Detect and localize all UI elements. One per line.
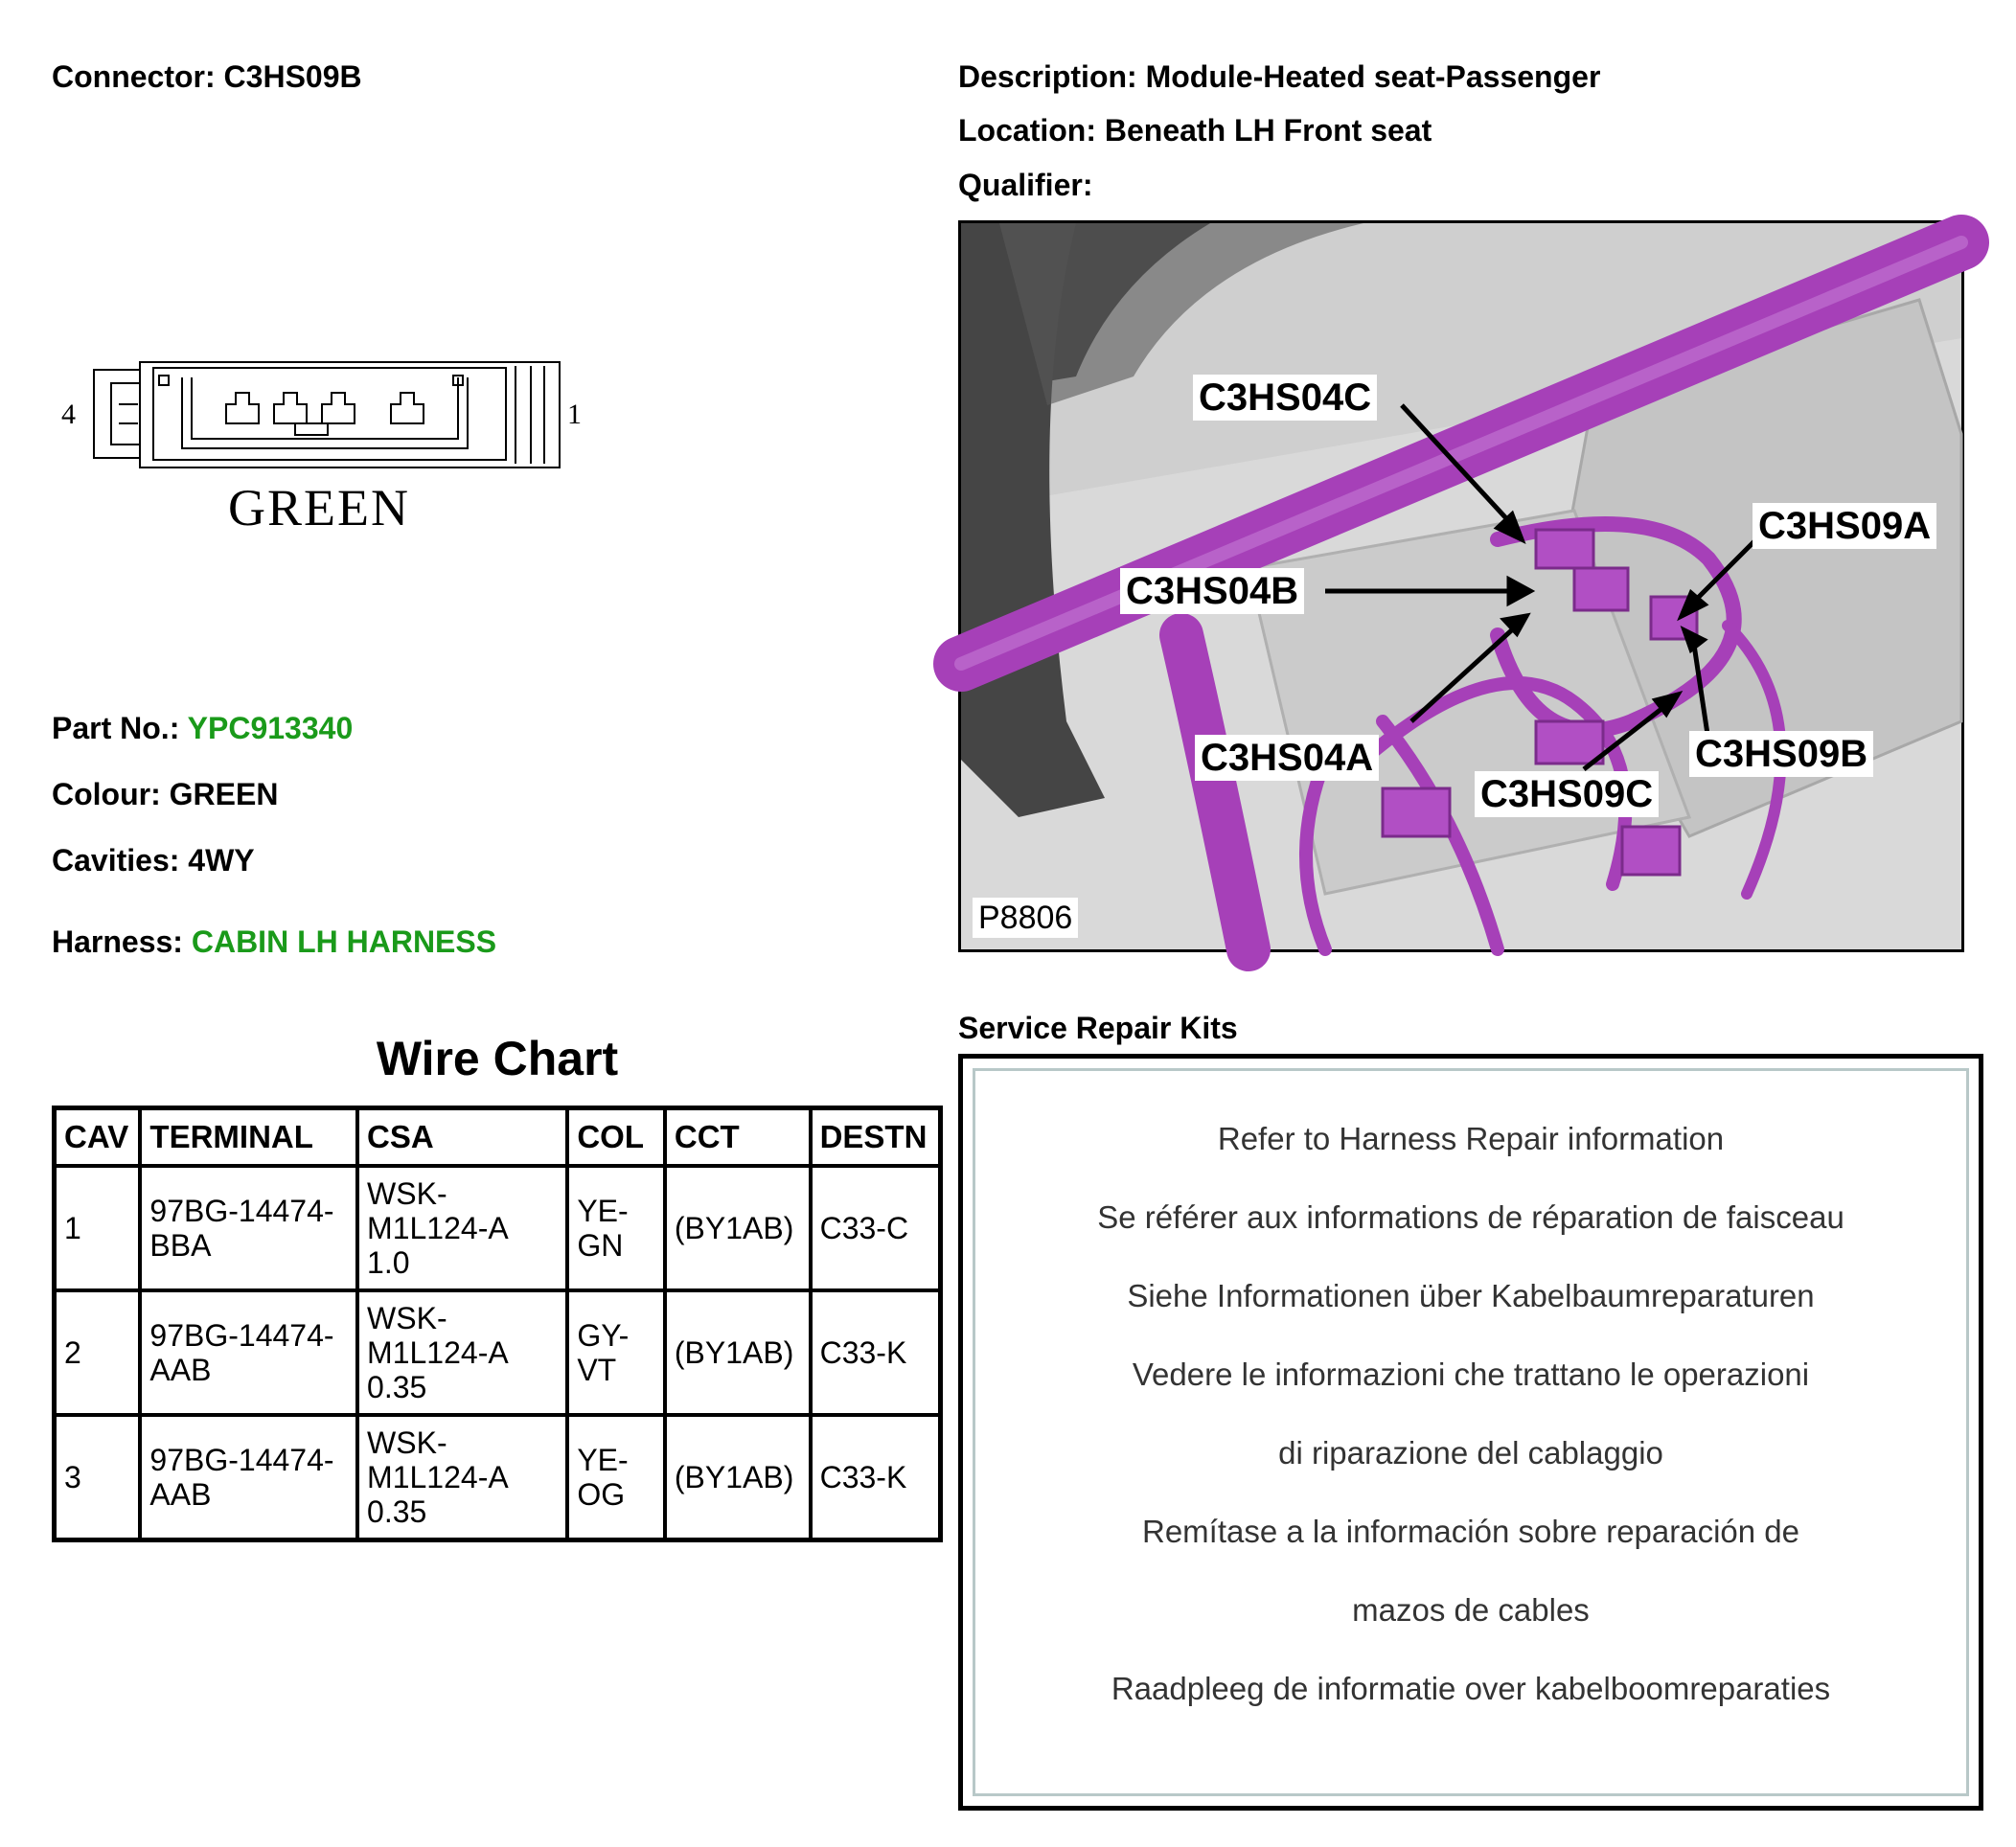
colour-value: GREEN bbox=[169, 777, 279, 811]
cavities-field bbox=[52, 843, 255, 878]
connector-label: Connector: bbox=[52, 59, 216, 94]
terminal-cell bbox=[140, 1415, 357, 1540]
cct-cell: (BY1AB) bbox=[665, 1166, 811, 1290]
table-row bbox=[55, 1290, 941, 1415]
photo-reference-number: P8806 bbox=[973, 898, 1078, 938]
callout-c3hs09c: C3HS09C bbox=[1475, 771, 1659, 817]
description-value: Module-Heated seat-Passenger bbox=[1145, 59, 1601, 94]
header-terminal: TERMINAL bbox=[140, 1108, 357, 1167]
part-no-value[interactable]: YPC913340 bbox=[187, 711, 354, 745]
description-label: Description: bbox=[958, 59, 1137, 94]
colour-label: Colour: bbox=[52, 777, 161, 811]
terminal-line: AAB bbox=[149, 1477, 212, 1512]
harness-field bbox=[52, 924, 496, 960]
description-field bbox=[958, 59, 1600, 95]
csa-line: WSK- bbox=[367, 1425, 447, 1460]
header-cav: CAV bbox=[55, 1108, 141, 1167]
destn-cell: C33-K bbox=[811, 1415, 941, 1540]
harness-value[interactable]: CABIN LH HARNESS bbox=[191, 924, 497, 959]
table-row bbox=[55, 1415, 941, 1540]
location-value: Beneath LH Front seat bbox=[1104, 113, 1432, 148]
callout-c3hs09a: C3HS09A bbox=[1753, 503, 1936, 549]
csa-line: 1.0 bbox=[367, 1245, 410, 1280]
wire-chart-table bbox=[52, 1106, 943, 1542]
col-line: VT bbox=[577, 1353, 617, 1387]
service-repair-kits-box bbox=[958, 1054, 1983, 1811]
kit-line: Vedere le informazioni che trattano le operazioni bbox=[1132, 1357, 1810, 1392]
callout-c3hs04c: C3HS04C bbox=[1193, 375, 1377, 421]
kit-line: Se référer aux informations de réparation de faisceau bbox=[1097, 1199, 1844, 1235]
terminal-line: 97BG-14474- bbox=[149, 1194, 334, 1228]
terminal-cell bbox=[140, 1290, 357, 1415]
wire-chart-title: Wire Chart bbox=[376, 1032, 619, 1085]
csa-line: WSK- bbox=[367, 1301, 447, 1335]
kit-line: mazos de cables bbox=[1352, 1592, 1590, 1628]
terminal-line: AAB bbox=[149, 1353, 212, 1387]
csa-line: 0.35 bbox=[367, 1494, 427, 1529]
header-destn: DESTN bbox=[811, 1108, 941, 1167]
kit-line: di riparazione del cablaggio bbox=[1278, 1435, 1663, 1471]
header-csa: CSA bbox=[357, 1108, 567, 1167]
destn-cell: C33-C bbox=[811, 1166, 941, 1290]
callout-c3hs09b: C3HS09B bbox=[1689, 731, 1873, 777]
terminal-line: 97BG-14474- bbox=[149, 1318, 334, 1353]
connector-field bbox=[52, 59, 362, 95]
csa-cell bbox=[357, 1415, 567, 1540]
header-col: COL bbox=[567, 1108, 665, 1167]
diagram-colour-text: GREEN bbox=[228, 479, 410, 536]
destn-cell: C33-K bbox=[811, 1290, 941, 1415]
cavities-value: 4WY bbox=[188, 843, 255, 878]
pin-4-number: 4 bbox=[61, 399, 76, 430]
col-line: GN bbox=[577, 1228, 624, 1263]
location-field bbox=[958, 113, 1432, 148]
col-line: YE- bbox=[577, 1443, 629, 1477]
kit-line: Siehe Informationen über Kabelbaumreparaturen bbox=[1127, 1278, 1815, 1313]
terminal-line: 97BG-14474- bbox=[149, 1443, 334, 1477]
kit-line: Refer to Harness Repair information bbox=[1217, 1121, 1725, 1156]
header-cct: CCT bbox=[665, 1108, 811, 1167]
cavities-label: Cavities: bbox=[52, 843, 180, 878]
service-repair-kits-title: Service Repair Kits bbox=[958, 1011, 1238, 1045]
harness-label: Harness: bbox=[52, 924, 183, 959]
qualifier-field bbox=[958, 168, 1092, 203]
col-cell bbox=[567, 1166, 665, 1290]
col-line: OG bbox=[577, 1477, 626, 1512]
cct-cell: (BY1AB) bbox=[665, 1415, 811, 1540]
service-repair-kits-inner bbox=[973, 1068, 1969, 1796]
csa-line: 0.35 bbox=[367, 1370, 427, 1404]
connector-location-image bbox=[958, 220, 1964, 952]
table-row bbox=[55, 1166, 941, 1290]
cav-cell: 2 bbox=[55, 1290, 141, 1415]
connector-face-diagram bbox=[56, 356, 582, 558]
callout-c3hs04a: C3HS04A bbox=[1195, 735, 1379, 781]
part-no-field bbox=[52, 711, 353, 746]
col-line: YE- bbox=[577, 1194, 629, 1228]
col-line: GY- bbox=[577, 1318, 630, 1353]
csa-line: M1L124-A bbox=[367, 1335, 509, 1370]
pin-1-number: 1 bbox=[567, 399, 582, 430]
csa-cell bbox=[357, 1166, 567, 1290]
col-cell bbox=[567, 1415, 665, 1540]
csa-line: WSK- bbox=[367, 1176, 447, 1211]
part-no-label: Part No.: bbox=[52, 711, 180, 745]
callout-c3hs04b: C3HS04B bbox=[1120, 568, 1304, 614]
col-cell bbox=[567, 1290, 665, 1415]
location-label: Location: bbox=[958, 113, 1096, 148]
colour-field bbox=[52, 777, 278, 812]
terminal-cell bbox=[140, 1166, 357, 1290]
cct-cell: (BY1AB) bbox=[665, 1290, 811, 1415]
wire-chart-header-row bbox=[55, 1108, 941, 1167]
csa-line: M1L124-A bbox=[367, 1211, 509, 1245]
kit-line: Raadpleeg de informatie over kabelboomreparaties bbox=[1111, 1671, 1831, 1706]
cav-cell: 1 bbox=[55, 1166, 141, 1290]
cav-cell: 3 bbox=[55, 1415, 141, 1540]
csa-line: M1L124-A bbox=[367, 1460, 509, 1494]
kit-line: Remítase a la información sobre reparación de bbox=[1141, 1514, 1800, 1549]
csa-cell bbox=[357, 1290, 567, 1415]
connector-value: C3HS09B bbox=[223, 59, 362, 94]
terminal-line: BBA bbox=[149, 1228, 212, 1263]
qualifier-label: Qualifier: bbox=[958, 168, 1093, 202]
